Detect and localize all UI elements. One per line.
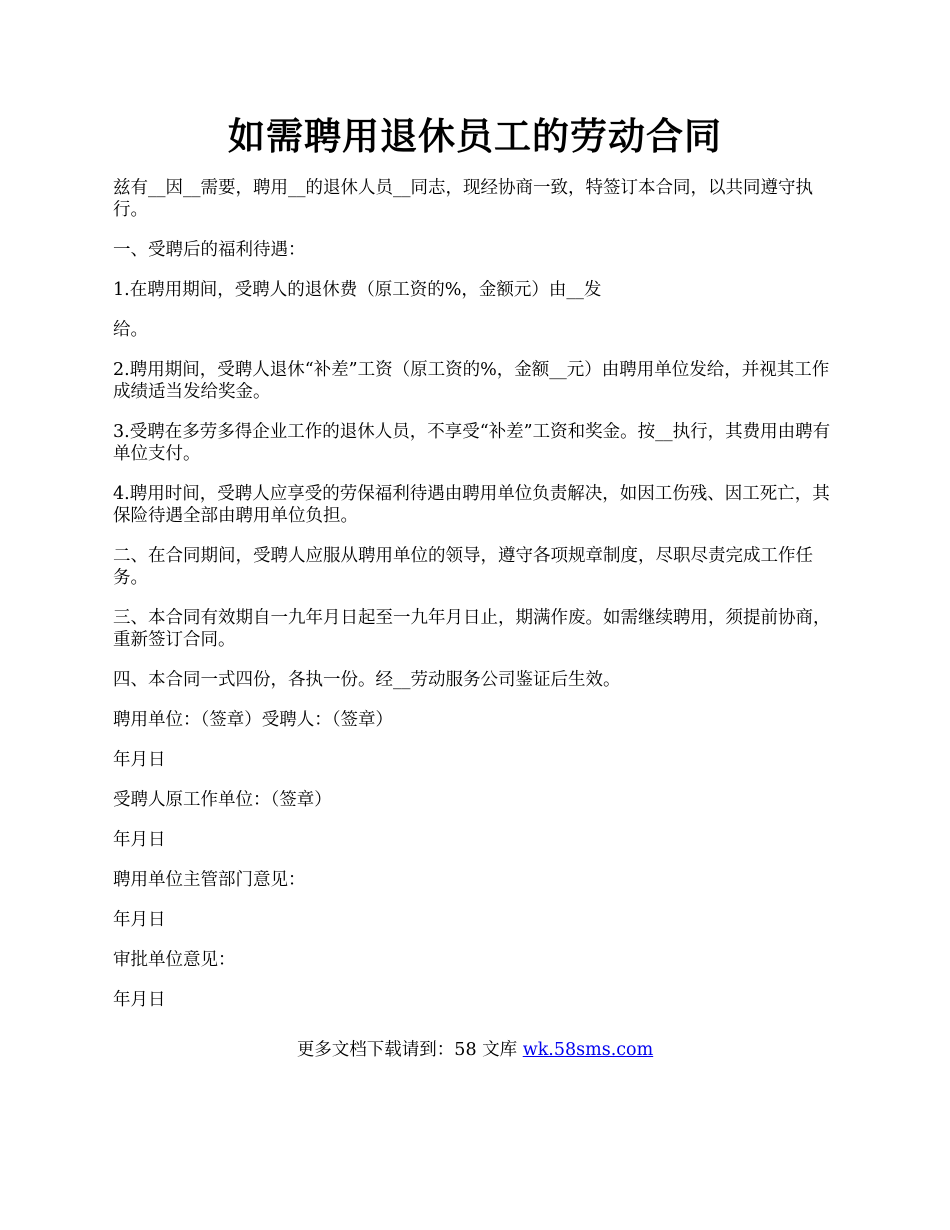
date-line: 年月日 [113, 990, 166, 1010]
clause-1-continued: 给。 [113, 320, 148, 340]
signature-employer-employee: 聘用单位：（签章）受聘人：（签章） [113, 710, 393, 730]
clause-4: 4.聘用时间，受聘人应享受的劳保福利待遇由聘用单位负责解决，如因工伤残、因工死亡，其保险待遇全部由聘用单位负担。 [113, 484, 830, 526]
document-title: 如需聘用退休员工的劳动合同 [228, 114, 722, 158]
date-line: 年月日 [113, 830, 166, 850]
footer [0, 1039, 950, 1061]
clause-1: 1.在聘用期间，受聘人的退休费（原工资的%，金额元）由__发 [113, 280, 602, 300]
clause-2: 2.聘用期间，受聘人退休“补差”工资（原工资的%，金额__元）由聘用单位发给，并视其工作成绩适当发给奖金。 [113, 360, 830, 402]
footer-text: 更多文档下载请到：58 文库 [296, 1040, 523, 1060]
date-line: 年月日 [113, 910, 166, 930]
signature-original-employer: 受聘人原工作单位：（签章） [113, 790, 332, 810]
date-line: 年月日 [113, 750, 166, 770]
supervisor-opinion: 聘用单位主管部门意见： [113, 870, 306, 890]
footer-link[interactable]: wk.58sms.com [522, 1040, 654, 1060]
paragraph-intro: 兹有__因__需要，聘用__的退休人员__同志，现经协商一致，特签订本合同，以共同遵守执行。 [113, 178, 813, 220]
section-four: 四、本合同一式四份，各执一份。经__劳动服务公司鉴证后生效。 [113, 670, 621, 690]
clause-3: 3.受聘在多劳多得企业工作的退休人员，不享受“补差”工资和奖金。按__执行，其费用由聘有单位支付。 [113, 422, 831, 464]
document-body [113, 177, 843, 1029]
section-heading-benefits: 一、受聘后的福利待遇： [113, 240, 306, 260]
section-three: 三、本合同有效期自一九年月日起至一九年月日止，期满作废。如需继续聘用，须提前协商，重新签订合同。 [113, 608, 831, 650]
section-two: 二、在合同期间，受聘人应服从聘用单位的领导，遵守各项规章制度，尽职尽责完成工作任务。 [113, 546, 813, 588]
approval-opinion: 审批单位意见： [113, 950, 236, 970]
